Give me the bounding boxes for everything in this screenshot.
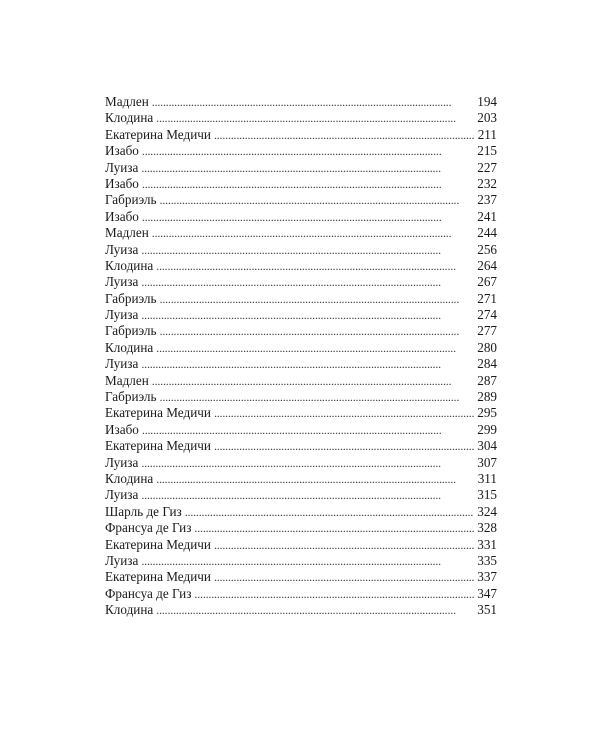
toc-entry [105, 209, 497, 225]
toc-entry-page-number: 331 [477, 536, 497, 552]
toc-entry [105, 422, 497, 438]
toc-entry-page-number: 274 [477, 307, 497, 323]
toc-dot-leader [214, 438, 474, 454]
toc-entry [105, 373, 497, 389]
toc-entry-title: Луиза [105, 241, 139, 257]
toc-dot-leader [194, 520, 474, 536]
toc-dot-leader [152, 373, 474, 389]
toc-entry-page-number: 215 [477, 143, 497, 159]
toc-entry [105, 323, 497, 339]
toc-entry-title: Габриэль [105, 290, 157, 306]
toc-dot-leader [156, 602, 474, 618]
toc-entry [105, 520, 497, 536]
toc-entry [105, 307, 497, 323]
toc-entry-title: Клодина [105, 110, 154, 126]
toc-dot-leader [160, 389, 475, 405]
toc-entry-page-number: 295 [477, 405, 497, 421]
toc-entry-page-number: 211 [477, 126, 497, 142]
toc-entry-title: Луиза [105, 552, 139, 568]
toc-entry [105, 94, 497, 110]
toc-entry-page-number: 328 [477, 520, 497, 536]
toc-entry [105, 504, 497, 520]
toc-entry-page-number: 280 [477, 339, 497, 355]
toc-entry [105, 569, 497, 585]
toc-entry-page-number: 347 [477, 585, 497, 601]
toc-dot-leader [141, 307, 474, 323]
toc-entry-title: Изабо [105, 143, 139, 159]
toc-dot-leader [160, 192, 475, 208]
toc-entry [105, 438, 497, 454]
toc-entry [105, 225, 497, 241]
toc-dot-leader [141, 487, 474, 503]
toc-entry-title: Мадлен [105, 372, 149, 388]
toc-entry-title: Клодина [105, 339, 154, 355]
toc-entry-page-number: 194 [477, 94, 497, 109]
toc-entry [105, 160, 497, 176]
toc-entry-title: Луиза [105, 454, 139, 470]
toc-entry-title: Франсуа де Гиз [105, 520, 192, 536]
toc-entry-page-number: 256 [477, 241, 497, 257]
toc-entry-page-number: 315 [477, 487, 497, 503]
toc-entry-title: Екатерина Медичи [105, 536, 211, 552]
toc-entry [105, 274, 497, 290]
toc-dot-leader [156, 258, 474, 274]
toc-dot-leader [156, 340, 474, 356]
toc-entry [105, 537, 497, 553]
toc-entry-title: Клодина [105, 470, 154, 486]
toc-entry-title: Шарль де Гиз [105, 503, 182, 519]
toc-entry-title: Луиза [105, 356, 139, 372]
toc-entry-title: Екатерина Медичи [105, 126, 211, 142]
toc-entry-title: Екатерина Медичи [105, 438, 211, 454]
toc-entry [105, 586, 497, 602]
table-of-contents [105, 94, 497, 619]
toc-dot-leader [141, 356, 474, 372]
toc-dot-leader [141, 455, 474, 471]
toc-entry-page-number: 307 [477, 454, 497, 470]
toc-dot-leader [214, 537, 474, 553]
toc-entry-title: Клодина [105, 257, 154, 273]
toc-entry-title: Изабо [105, 175, 139, 191]
toc-dot-leader [141, 553, 474, 569]
toc-entry [105, 471, 497, 487]
toc-dot-leader [214, 405, 474, 421]
toc-entry [105, 487, 497, 503]
toc-dot-leader [141, 160, 474, 176]
toc-entry [105, 258, 497, 274]
toc-entry-title: Клодина [105, 602, 154, 618]
toc-entry-title: Екатерина Медичи [105, 405, 211, 421]
toc-dot-leader [156, 471, 474, 487]
toc-dot-leader [156, 110, 474, 126]
toc-entry [105, 143, 497, 159]
toc-entry-page-number: 287 [477, 372, 497, 388]
toc-entry [105, 602, 497, 618]
toc-dot-leader [214, 127, 475, 143]
toc-dot-leader [194, 586, 474, 602]
toc-dot-leader [142, 209, 474, 225]
toc-entry-page-number: 337 [477, 569, 497, 585]
toc-entry-page-number: 237 [477, 192, 497, 208]
toc-dot-leader [142, 143, 474, 159]
toc-entry-page-number: 203 [477, 110, 497, 126]
toc-dot-leader [185, 504, 475, 520]
toc-entry [105, 389, 497, 405]
toc-entry [105, 291, 497, 307]
toc-entry-page-number: 311 [477, 470, 497, 486]
toc-entry-title: Мадлен [105, 225, 149, 241]
toc-entry-title: Франсуа де Гиз [105, 585, 192, 601]
toc-dot-leader [141, 242, 474, 258]
toc-entry [105, 242, 497, 258]
toc-entry-page-number: 244 [477, 225, 497, 241]
toc-entry-title: Изабо [105, 421, 139, 437]
toc-entry-title: Луиза [105, 274, 139, 290]
toc-entry-page-number: 227 [477, 159, 497, 175]
toc-entry-page-number: 264 [477, 257, 497, 273]
toc-entry [105, 176, 497, 192]
toc-entry-title: Луиза [105, 307, 139, 323]
toc-entry-page-number: 299 [477, 421, 497, 437]
toc-entry-page-number: 232 [477, 175, 497, 191]
toc-dot-leader [141, 274, 474, 290]
toc-entry [105, 553, 497, 569]
toc-entry-page-number: 267 [477, 274, 497, 290]
toc-entry-page-number: 351 [477, 602, 497, 618]
toc-entry-title: Габриэль [105, 389, 157, 405]
toc-entry-page-number: 277 [477, 323, 497, 339]
toc-entry-title: Габриэль [105, 192, 157, 208]
toc-entry-page-number: 241 [477, 208, 497, 224]
toc-dot-leader [152, 225, 474, 241]
toc-entry-title: Габриэль [105, 323, 157, 339]
toc-entry [105, 340, 497, 356]
toc-entry-page-number: 324 [477, 503, 497, 519]
toc-entry [105, 110, 497, 126]
toc-dot-leader [214, 569, 474, 585]
toc-dot-leader [160, 291, 475, 307]
toc-entry-page-number: 304 [477, 438, 497, 454]
toc-entry [105, 192, 497, 208]
toc-entry-title: Луиза [105, 159, 139, 175]
toc-entry-title: Луиза [105, 487, 139, 503]
toc-dot-leader [152, 94, 474, 110]
toc-entry-page-number: 289 [477, 389, 497, 405]
toc-entry-page-number: 284 [477, 356, 497, 372]
toc-entry-title: Изабо [105, 208, 139, 224]
toc-entry [105, 356, 497, 372]
toc-dot-leader [160, 323, 475, 339]
toc-entry-title: Мадлен [105, 94, 149, 109]
toc-entry-title: Екатерина Медичи [105, 569, 211, 585]
toc-entry-page-number: 335 [477, 552, 497, 568]
toc-entry [105, 127, 497, 143]
toc-dot-leader [142, 422, 474, 438]
toc-entry [105, 405, 497, 421]
toc-entry [105, 455, 497, 471]
toc-entry-page-number: 271 [477, 290, 497, 306]
toc-dot-leader [142, 176, 474, 192]
